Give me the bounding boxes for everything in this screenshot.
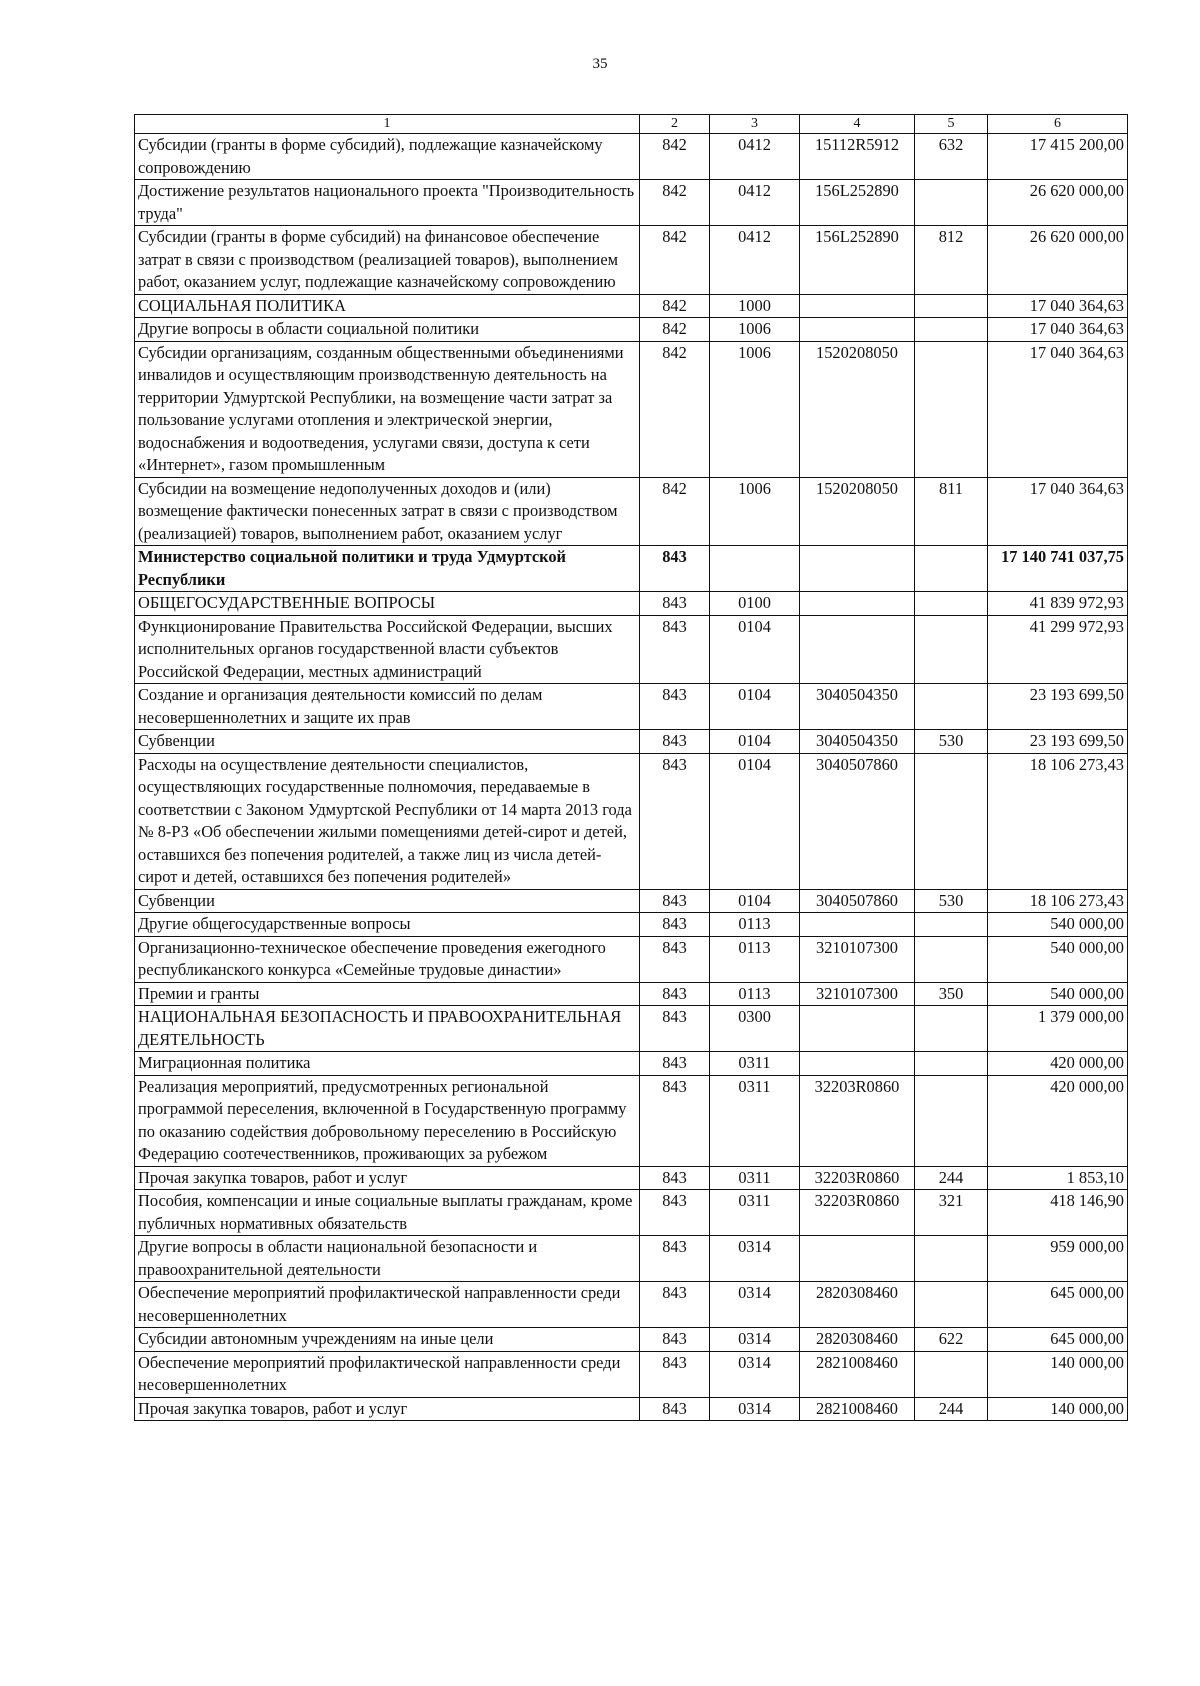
table-row xyxy=(135,753,1128,889)
row-section-cell: 0412 xyxy=(710,226,800,295)
table-row xyxy=(135,1282,1128,1328)
table-row xyxy=(135,913,1128,937)
row-section-cell: 0311 xyxy=(710,1052,800,1076)
table-row xyxy=(135,889,1128,913)
table-row xyxy=(135,226,1128,295)
table-row xyxy=(135,180,1128,226)
row-expense-type-cell: 350 xyxy=(915,982,988,1006)
row-target-cell xyxy=(800,913,915,937)
row-amount-cell: 18 106 273,43 xyxy=(988,889,1128,913)
table-row xyxy=(135,936,1128,982)
row-target-cell: 156L252890 xyxy=(800,226,915,295)
row-amount-cell: 140 000,00 xyxy=(988,1351,1128,1397)
row-section-cell: 0113 xyxy=(710,982,800,1006)
row-target-cell xyxy=(800,546,915,592)
row-name-cell: ОБЩЕГОСУДАРСТВЕННЫЕ ВОПРОСЫ xyxy=(135,592,640,616)
row-section-cell: 0104 xyxy=(710,753,800,889)
row-section-cell: 0412 xyxy=(710,134,800,180)
row-grbs-cell: 843 xyxy=(640,1006,710,1052)
row-grbs-cell: 843 xyxy=(640,982,710,1006)
row-name-cell: Создание и организация деятельности комиссий по делам несовершеннолетних и защите их прав xyxy=(135,684,640,730)
row-grbs-cell: 843 xyxy=(640,753,710,889)
table-row xyxy=(135,1166,1128,1190)
row-expense-type-cell: 530 xyxy=(915,889,988,913)
row-name-cell: Субсидии автономным учреждениям на иные цели xyxy=(135,1328,640,1352)
row-expense-type-cell xyxy=(915,294,988,318)
row-amount-cell: 17 140 741 037,75 xyxy=(988,546,1128,592)
row-target-cell xyxy=(800,318,915,342)
row-expense-type-cell xyxy=(915,341,988,477)
row-target-cell: 2821008460 xyxy=(800,1397,915,1421)
row-amount-cell: 645 000,00 xyxy=(988,1328,1128,1352)
table-body xyxy=(135,134,1128,1421)
row-name-cell: Другие общегосударственные вопросы xyxy=(135,913,640,937)
row-name-cell: Другие вопросы в области национальной безопасности и правоохранительной деятельности xyxy=(135,1236,640,1282)
row-section-cell xyxy=(710,546,800,592)
table-row xyxy=(135,546,1128,592)
row-name-cell: СОЦИАЛЬНАЯ ПОЛИТИКА xyxy=(135,294,640,318)
column-header: 1 xyxy=(135,115,640,134)
row-expense-type-cell xyxy=(915,592,988,616)
row-grbs-cell: 843 xyxy=(640,936,710,982)
row-amount-cell: 18 106 273,43 xyxy=(988,753,1128,889)
row-grbs-cell: 843 xyxy=(640,730,710,754)
row-expense-type-cell xyxy=(915,1052,988,1076)
row-section-cell: 0104 xyxy=(710,615,800,684)
row-expense-type-cell xyxy=(915,1351,988,1397)
table-row xyxy=(135,982,1128,1006)
row-expense-type-cell xyxy=(915,180,988,226)
row-section-cell: 0104 xyxy=(710,684,800,730)
row-name-cell: Прочая закупка товаров, работ и услуг xyxy=(135,1397,640,1421)
row-amount-cell: 17 040 364,63 xyxy=(988,318,1128,342)
row-grbs-cell: 843 xyxy=(640,1236,710,1282)
table-row xyxy=(135,294,1128,318)
row-grbs-cell: 843 xyxy=(640,1190,710,1236)
row-name-cell: Организационно-техническое обеспечение проведения ежегодного республиканского конкурса «Семейные трудовые династии» xyxy=(135,936,640,982)
row-target-cell: 3040504350 xyxy=(800,684,915,730)
row-target-cell: 3040504350 xyxy=(800,730,915,754)
row-grbs-cell: 842 xyxy=(640,134,710,180)
row-grbs-cell: 843 xyxy=(640,1328,710,1352)
row-section-cell: 0104 xyxy=(710,730,800,754)
row-name-cell: Функционирование Правительства Российской Федерации, высших исполнительных органов государственной власти субъектов Российской Федерации, местных администраций xyxy=(135,615,640,684)
row-expense-type-cell: 530 xyxy=(915,730,988,754)
budget-table xyxy=(134,114,1128,1421)
row-amount-cell: 140 000,00 xyxy=(988,1397,1128,1421)
table-row xyxy=(135,1328,1128,1352)
row-amount-cell: 1 853,10 xyxy=(988,1166,1128,1190)
row-name-cell: Субсидии (гранты в форме субсидий), подлежащие казначейскому сопровождению xyxy=(135,134,640,180)
row-grbs-cell: 842 xyxy=(640,477,710,546)
table-row xyxy=(135,341,1128,477)
row-name-cell: Достижение результатов национального проекта "Производительность труда" xyxy=(135,180,640,226)
row-target-cell: 3210107300 xyxy=(800,982,915,1006)
table-row xyxy=(135,1006,1128,1052)
row-section-cell: 0314 xyxy=(710,1236,800,1282)
row-target-cell: 2821008460 xyxy=(800,1351,915,1397)
row-section-cell: 0311 xyxy=(710,1190,800,1236)
row-section-cell: 0314 xyxy=(710,1351,800,1397)
table-header-row xyxy=(135,115,1128,134)
row-grbs-cell: 842 xyxy=(640,294,710,318)
page-number: 35 xyxy=(592,56,608,72)
row-target-cell: 2820308460 xyxy=(800,1282,915,1328)
table-row xyxy=(135,134,1128,180)
table-row xyxy=(135,318,1128,342)
row-name-cell: Реализация мероприятий, предусмотренных региональной программой переселения, включенной в Государственную программу по оказанию содействия добровольному переселению в Российскую Федерацию соотечественников, проживающих за рубежом xyxy=(135,1075,640,1166)
table-row xyxy=(135,1351,1128,1397)
column-header: 3 xyxy=(710,115,800,134)
row-section-cell: 0314 xyxy=(710,1282,800,1328)
row-amount-cell: 540 000,00 xyxy=(988,936,1128,982)
row-target-cell: 3210107300 xyxy=(800,936,915,982)
row-target-cell xyxy=(800,1006,915,1052)
table-row xyxy=(135,1236,1128,1282)
row-grbs-cell: 843 xyxy=(640,592,710,616)
row-grbs-cell: 843 xyxy=(640,684,710,730)
row-target-cell: 3040507860 xyxy=(800,889,915,913)
table-row xyxy=(135,684,1128,730)
column-header: 2 xyxy=(640,115,710,134)
row-amount-cell: 17 040 364,63 xyxy=(988,294,1128,318)
row-target-cell xyxy=(800,1052,915,1076)
row-expense-type-cell: 321 xyxy=(915,1190,988,1236)
table-row xyxy=(135,615,1128,684)
row-expense-type-cell xyxy=(915,546,988,592)
row-grbs-cell: 842 xyxy=(640,226,710,295)
row-expense-type-cell: 811 xyxy=(915,477,988,546)
row-target-cell xyxy=(800,592,915,616)
row-name-cell: Субвенции xyxy=(135,730,640,754)
row-amount-cell: 17 040 364,63 xyxy=(988,477,1128,546)
table-row xyxy=(135,1190,1128,1236)
row-section-cell: 1006 xyxy=(710,341,800,477)
row-target-cell: 15112R5912 xyxy=(800,134,915,180)
row-expense-type-cell xyxy=(915,1006,988,1052)
row-grbs-cell: 843 xyxy=(640,889,710,913)
row-name-cell: Обеспечение мероприятий профилактической направленности среди несовершеннолетних xyxy=(135,1351,640,1397)
row-expense-type-cell xyxy=(915,318,988,342)
row-grbs-cell: 843 xyxy=(640,1282,710,1328)
row-section-cell: 0100 xyxy=(710,592,800,616)
row-name-cell: Прочая закупка товаров, работ и услуг xyxy=(135,1166,640,1190)
row-target-cell xyxy=(800,294,915,318)
row-section-cell: 0113 xyxy=(710,936,800,982)
row-amount-cell: 645 000,00 xyxy=(988,1282,1128,1328)
row-amount-cell: 41 839 972,93 xyxy=(988,592,1128,616)
row-section-cell: 1006 xyxy=(710,318,800,342)
row-grbs-cell: 843 xyxy=(640,1166,710,1190)
row-section-cell: 0314 xyxy=(710,1397,800,1421)
row-name-cell: Пособия, компенсации и иные социальные выплаты гражданам, кроме публичных нормативных обязательств xyxy=(135,1190,640,1236)
row-amount-cell: 418 146,90 xyxy=(988,1190,1128,1236)
row-grbs-cell: 842 xyxy=(640,180,710,226)
row-name-cell: Министерство социальной политики и труда Удмуртской Республики xyxy=(135,546,640,592)
table-row xyxy=(135,477,1128,546)
row-target-cell: 1520208050 xyxy=(800,477,915,546)
row-amount-cell: 26 620 000,00 xyxy=(988,180,1128,226)
row-target-cell: 1520208050 xyxy=(800,341,915,477)
row-name-cell: Субвенции xyxy=(135,889,640,913)
column-header: 6 xyxy=(988,115,1128,134)
row-section-cell: 1000 xyxy=(710,294,800,318)
row-amount-cell: 1 379 000,00 xyxy=(988,1006,1128,1052)
row-expense-type-cell xyxy=(915,753,988,889)
table-row xyxy=(135,730,1128,754)
row-name-cell: Премии и гранты xyxy=(135,982,640,1006)
row-expense-type-cell: 244 xyxy=(915,1166,988,1190)
row-section-cell: 0300 xyxy=(710,1006,800,1052)
row-expense-type-cell xyxy=(915,1075,988,1166)
row-grbs-cell: 843 xyxy=(640,1052,710,1076)
row-expense-type-cell: 244 xyxy=(915,1397,988,1421)
row-section-cell: 0311 xyxy=(710,1075,800,1166)
row-grbs-cell: 843 xyxy=(640,1397,710,1421)
row-grbs-cell: 842 xyxy=(640,341,710,477)
row-section-cell: 0113 xyxy=(710,913,800,937)
row-section-cell: 0412 xyxy=(710,180,800,226)
row-section-cell: 0314 xyxy=(710,1328,800,1352)
row-grbs-cell: 843 xyxy=(640,1351,710,1397)
row-section-cell: 1006 xyxy=(710,477,800,546)
row-target-cell: 32203R0860 xyxy=(800,1190,915,1236)
row-expense-type-cell xyxy=(915,684,988,730)
row-expense-type-cell xyxy=(915,913,988,937)
row-amount-cell: 23 193 699,50 xyxy=(988,684,1128,730)
row-expense-type-cell xyxy=(915,936,988,982)
row-target-cell: 3040507860 xyxy=(800,753,915,889)
column-header: 5 xyxy=(915,115,988,134)
row-amount-cell: 420 000,00 xyxy=(988,1052,1128,1076)
row-name-cell: Субсидии организациям, созданным общественными объединениями инвалидов и осуществляющим производственную деятельность на территории Удмуртской Республики, на возмещение части затрат за пользование услугами отопления и электрической энергии, водоснабжения и водоотведения, услугами связи, доступа к сети «Интернет», газом промышленным xyxy=(135,341,640,477)
row-target-cell xyxy=(800,615,915,684)
row-expense-type-cell xyxy=(915,1282,988,1328)
row-expense-type-cell: 812 xyxy=(915,226,988,295)
row-amount-cell: 23 193 699,50 xyxy=(988,730,1128,754)
row-name-cell: Другие вопросы в области социальной политики xyxy=(135,318,640,342)
row-name-cell: Субсидии (гранты в форме субсидий) на финансовое обеспечение затрат в связи с производством (реализацией товаров), выполнением работ, оказанием услуг, подлежащие казначейскому сопровождению xyxy=(135,226,640,295)
row-section-cell: 0104 xyxy=(710,889,800,913)
row-expense-type-cell: 632 xyxy=(915,134,988,180)
row-amount-cell: 17 415 200,00 xyxy=(988,134,1128,180)
row-target-cell: 156L252890 xyxy=(800,180,915,226)
row-name-cell: Субсидии на возмещение недополученных доходов и (или) возмещение фактически понесенных затрат в связи с производством (реализацией) товаров, выполнением работ, оказанием услуг xyxy=(135,477,640,546)
table-row xyxy=(135,1052,1128,1076)
row-amount-cell: 540 000,00 xyxy=(988,913,1128,937)
row-amount-cell: 959 000,00 xyxy=(988,1236,1128,1282)
row-amount-cell: 41 299 972,93 xyxy=(988,615,1128,684)
row-name-cell: Расходы на осуществление деятельности специалистов, осуществляющих государственные полномочия, передаваемые в соответствии с Законом Удмуртской Республики от 14 марта 2013 года № 8-РЗ «Об обеспечении жилыми помещениями детей-сирот и детей, оставшихся без попечения родителей, а также лиц из числа детей-сирот и детей, оставшихся без попечения родителей» xyxy=(135,753,640,889)
row-amount-cell: 26 620 000,00 xyxy=(988,226,1128,295)
row-section-cell: 0311 xyxy=(710,1166,800,1190)
table-row xyxy=(135,592,1128,616)
row-expense-type-cell xyxy=(915,1236,988,1282)
row-amount-cell: 17 040 364,63 xyxy=(988,341,1128,477)
row-target-cell: 32203R0860 xyxy=(800,1075,915,1166)
row-grbs-cell: 843 xyxy=(640,1075,710,1166)
row-grbs-cell: 842 xyxy=(640,318,710,342)
row-grbs-cell: 843 xyxy=(640,615,710,684)
row-name-cell: Миграционная политика xyxy=(135,1052,640,1076)
row-name-cell: НАЦИОНАЛЬНАЯ БЕЗОПАСНОСТЬ И ПРАВООХРАНИТЕЛЬНАЯ ДЕЯТЕЛЬНОСТЬ xyxy=(135,1006,640,1052)
row-target-cell: 2820308460 xyxy=(800,1328,915,1352)
row-expense-type-cell: 622 xyxy=(915,1328,988,1352)
table-row xyxy=(135,1397,1128,1421)
row-name-cell: Обеспечение мероприятий профилактической направленности среди несовершеннолетних xyxy=(135,1282,640,1328)
row-grbs-cell: 843 xyxy=(640,546,710,592)
row-amount-cell: 540 000,00 xyxy=(988,982,1128,1006)
row-target-cell: 32203R0860 xyxy=(800,1166,915,1190)
table-row xyxy=(135,1075,1128,1166)
row-expense-type-cell xyxy=(915,615,988,684)
column-header: 4 xyxy=(800,115,915,134)
row-amount-cell: 420 000,00 xyxy=(988,1075,1128,1166)
row-target-cell xyxy=(800,1236,915,1282)
row-grbs-cell: 843 xyxy=(640,913,710,937)
